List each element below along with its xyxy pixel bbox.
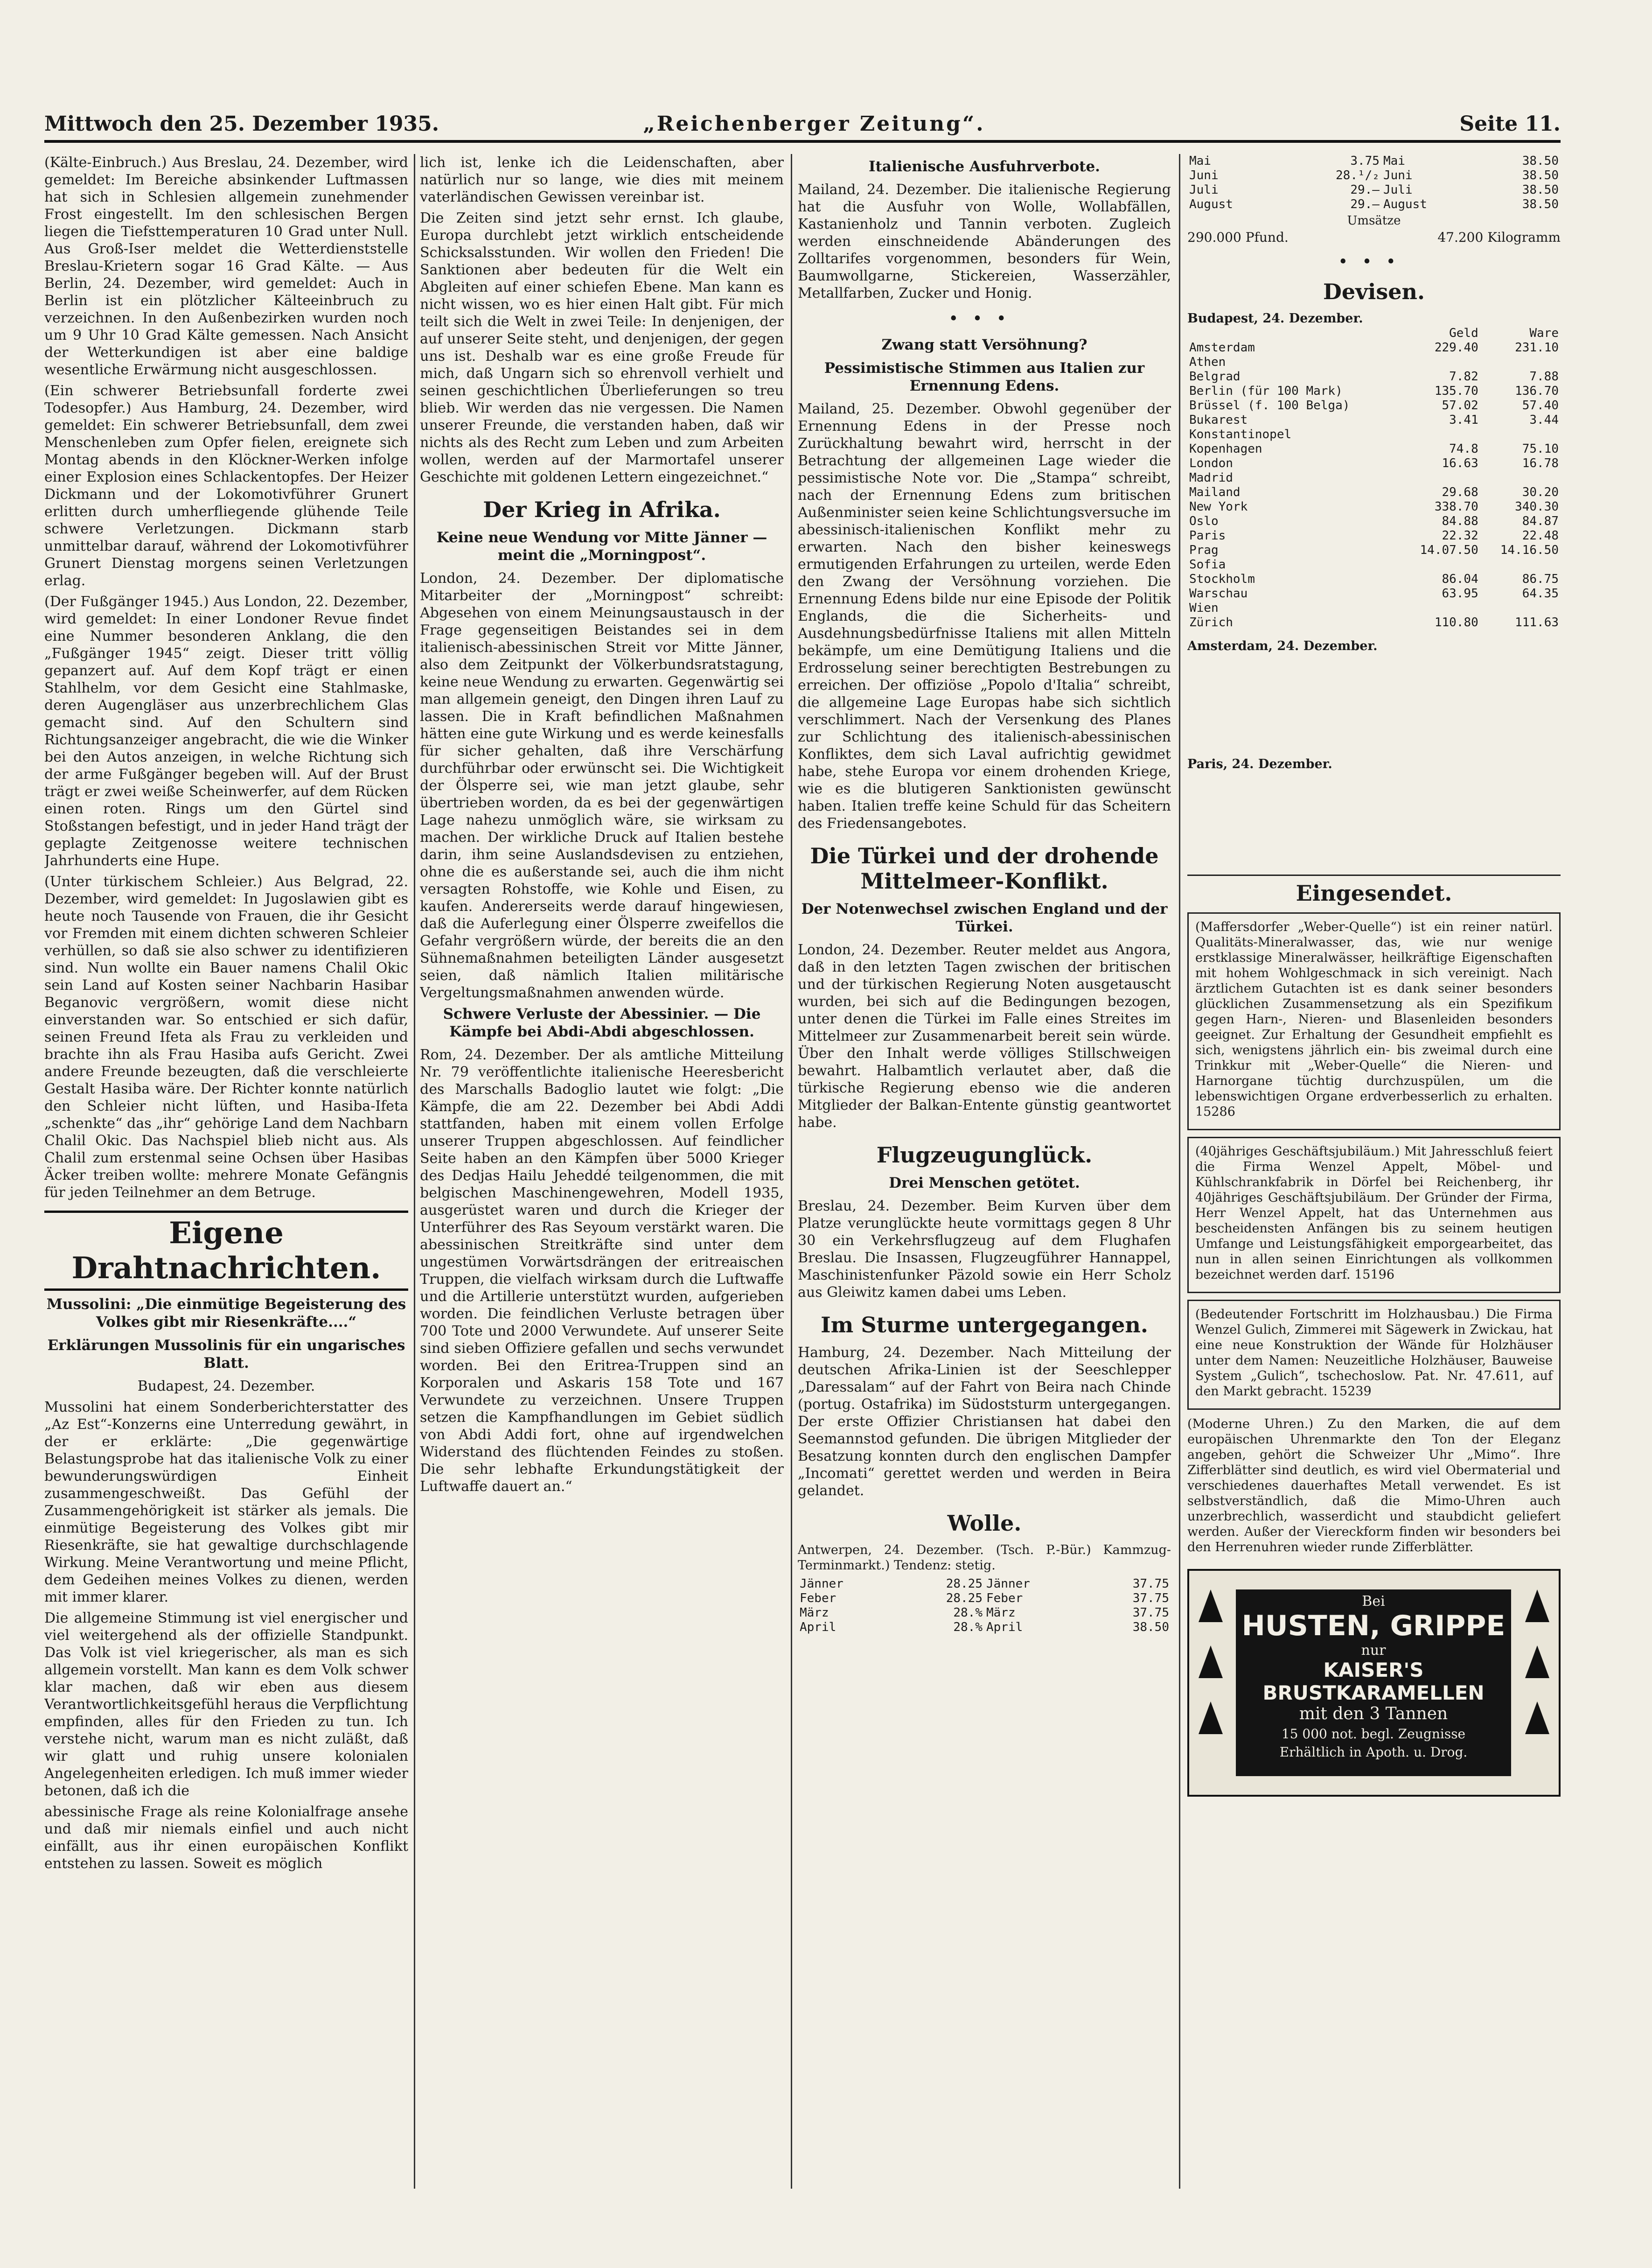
table-cell xyxy=(1480,601,1561,616)
section-heading-telegrams: Eigene Drahtnachrichten. xyxy=(44,1211,408,1291)
table-cell: April xyxy=(986,1620,1023,1634)
table-row xyxy=(1187,601,1561,616)
table-cell: Kopenhagen xyxy=(1189,442,1262,456)
ad-panel xyxy=(1236,1589,1511,1776)
table-cell xyxy=(1400,471,1480,485)
table-row xyxy=(798,1577,1171,1591)
table-cell: 340.30 xyxy=(1515,500,1559,514)
table-cell: 28.¹/₂ xyxy=(1336,168,1380,182)
table-row xyxy=(1187,485,1561,500)
article-tuerkei-body: London, 24. Dezember. Reuter meldet aus Angora, daß in den letzten Tagen zwischen der britischen und der türkischen Regierung Noten ausgetauscht wurden, bei sich auf die Bedingungen bezogen, unter denen die Türkei im Falle eines Streites im Mittelmeer zur Zusammenarbeit bereit sein würde. Über den Inhalt werde völliges Stillschweigen bewahrt. Halbamtlich verlautet aber, daß die türkische Regierung ebenso wie die anderen Mitglieder der Balkan-Entente günstig geantwortet habe. xyxy=(798,942,1171,1131)
tree-icon xyxy=(1199,1589,1223,1622)
table-row xyxy=(1187,558,1561,572)
notice-text: (Bedeutender Fortschritt im Holzhausbau.) Die Firma Wenzel Gulich, Zimmerei mit Sägewerk in Zwickau, hat eine neue Konstruktion der Wände für Holzhäuser unter dem Namen: Neuzeitliche Holzhäuser, Bauweise System „Gulich“, tschechoslow. Pat. Nr. 47.611, auf den Markt gebracht. 15239 xyxy=(1195,1307,1553,1399)
article-mussolini-cont-2: Die Zeiten sind jetzt sehr ernst. Ich glaube, Europa durchlebt jetzt wirklich entscheidende Schicksalsstunden. Wir wollen den Frieden! Die Sanktionen aber bedeuten für die Welt ein Abgleiten auf einer schiefen Ebene. Man kann es nicht wissen, wo es hier einen Halt gibt. Für mich teilt sich die Welt in zwei Teile: In denjenigen, der auf unserer Seite steht, und denjenigen, der gegen uns ist. Deshalb war es eine große Freude für mich, daß Ungarn sich so ehrenvoll verhielt und seinen geschichtlichen Überlieferungen so treu blieb. Wir werden das nie vergessen. Die Namen unserer Freunde, die verstanden haben, daß wir nichts als des Recht zum Leben und zum Arbeiten wollen, werden auf der Marmortafel unserer Geschichte mit goldenen Lettern eingezeichnet.“ xyxy=(420,210,784,485)
table-cell: 338.70 xyxy=(1434,500,1478,514)
table-cell: 3.44 xyxy=(1529,413,1559,427)
headline-zwang: Zwang statt Versöhnung? xyxy=(881,336,1087,353)
table-row xyxy=(1187,442,1561,456)
subheadline-tuerkei: Der Notenwechsel zwischen England und der Türkei. xyxy=(801,901,1168,935)
table-row xyxy=(798,1591,1171,1606)
tree-icon xyxy=(1525,1645,1549,1678)
table-row xyxy=(1187,427,1561,442)
advertisement-brustkaramellen xyxy=(1187,1569,1561,1797)
ad-line: HUSTEN, GRIPPE xyxy=(1241,1610,1506,1642)
table-cell: Sofia xyxy=(1189,558,1226,572)
table-cell: 63.95 xyxy=(1442,587,1478,601)
table-cell: 3.41 xyxy=(1449,413,1478,427)
column-3 xyxy=(798,154,1171,2193)
headline-abessinier: Schwere Verluste der Abessinier. — Die Kämpfe bei Abdi-Abdi abgeschlossen. xyxy=(443,1006,761,1040)
table-cell: New York xyxy=(1189,500,1248,514)
column-rule xyxy=(414,154,415,2189)
table-cell: 84.87 xyxy=(1522,514,1559,528)
table-row xyxy=(1187,168,1561,183)
article-krieg-body: London, 24. Dezember. Der diplomatische Mitarbeiter der „Morningpost“ schreibt: Abgesehen von einem Meinungsaustausch in der Frage gegenseitigen Beistandes sei in dem italienisch-abessinischen Streit vor Mitte Jänner, also dem Zeitpunkt der Völkerbundsratstagung, keine neue Wendung zu erwarten. Gegenwärtig sei man allgemein geneigt, den Dingen ihren Lauf zu lassen. Die in Kraft befindlichen Maßnahmen hätten eine gute Wirkung und es werde keinesfalls für sicher gehalten, daß ihre Verschärfung durchführbar oder erwünscht sei. Die Wichtigkeit der Ölsperre sei, wie man jetzt glaube, sehr übertrieben worden, da es bei der gegenwärtigen Lage nahezu unmöglich wäre, sie wirksam zu machen. Der wirkliche Druck auf Italien bestehe darin, ihm seine Auslandsdevisen zu entziehen, ohne die es außerstande sei, auch die ihm nicht versagten Rohstoffe, wie Kohle und Eisen, zu kaufen. Andererseits werde darauf hingewiesen, daß die Auferlegung einer Ölsperre zweifellos die Gefahr vergrößern würde, der bereits die an den Sühnemaßnahmen beteiligten Länder ausgesetzt seien, daß nämlich Italien militärische Vergeltungsmaßnahmen anwenden würde. xyxy=(420,570,784,1001)
table-cell: 29.— xyxy=(1350,197,1380,211)
subheadline-krieg: Keine neue Wendung vor Mitte Jänner — meint die „Morningpost“. xyxy=(436,529,767,564)
table-row xyxy=(1187,355,1561,370)
table-cell: 7.82 xyxy=(1449,370,1478,384)
table-row xyxy=(1187,399,1561,413)
column-rule xyxy=(791,154,792,2189)
table-row xyxy=(1187,543,1561,558)
column-2 xyxy=(420,154,784,2193)
table-row xyxy=(1187,183,1561,197)
table-row xyxy=(1187,197,1561,212)
article-flug-body: Breslau, 24. Dezember. Beim Kurven über dem Platze verunglückte heute vormittags gegen 8 Uhr 30 ein Verkehrsflugzeug auf dem Flughafen Breslau. Die Insassen, Flugzeugführer Hannappel, Maschinistenfunker Päzold sowie ein Herr Scholz aus Gleiwitz kamen dabei ums Leben. xyxy=(798,1198,1171,1301)
tree-icon xyxy=(1525,1701,1549,1734)
table-cell: 28.% xyxy=(953,1606,983,1620)
table-cell xyxy=(1480,471,1561,485)
table-cell: 86.04 xyxy=(1442,572,1478,586)
article-kaelte: (Kälte-Einbruch.) Aus Breslau, 24. Dezember, wird gemeldet: Im Bereiche absinkender Luftmassen hat sich in Schlesien allgemein zunehmender Frost eingestellt. Im den schlesischen Bergen liegen die Tiefsttemperaturen 10 Grad unter Null. Aus Groß-Iser meldet die Wetterdienststelle Breslau-Krietern sogar 16 Grad Kälte. — Aus Berlin, 24. Dezember, wird gemeldet: Auch in Berlin ist ein plötzlicher Kälteeinbruch zu verzeichnen. In den Außenbezirken wurden noch um 9 Uhr 10 Grad Kälte gemessen. Nach Ansicht der Wetterkundigen ist aber eine baldige wesentliche Erwärmung nicht ausgeschlossen. xyxy=(44,154,408,378)
table-cell: Juli xyxy=(1383,183,1413,197)
article-zwang-body: Mailand, 25. Dezember. Obwohl gegenüber der Ernennung Edens in der Presse noch Zurückhaltung bewahrt wird, herrscht in der Betrachtung der allgemeinen Lage wieder die pessimistische Note vor. Die „Stampa“ schreibt, nach der Ernennung Edens zum britischen Außenminister seien keine Schlichtungsversuche im abessinisch-italienischen Konflikt mehr zu erwarten. Nach den bisher keineswegs ermutigenden Erfahrungen zu urteilen, werde Eden den Zwang der Versöhnung vorziehen. Die Ernennung Edens bilde nur eine Episode der Politik Englands, die die Sicherheits- und Ausdehnungsbedürfnisse Italiens mit allen Mitteln bekämpfe, um eine Demütigung Italiens und die Erdrosselung seiner berechtigten Bestrebungen zu erreichen. Der offiziöse „Popolo d'Italia“ schreibt, die allgemeine Lage Europas habe sich sichtlich verschlimmert. Nach der Versenkung des Planes zur Schlichtung des italienisch-abessinischen Konfliktes, dem sich Laval aufrichtig gewidmet habe, stehe Europa vor einem drohenden Kriege, wie es die blutigeren Sanktionisten gewünscht haben. Italien treffe keine Schuld für das Scheitern des Friedensangebotes. xyxy=(798,401,1171,832)
table-cell: 16.63 xyxy=(1442,456,1478,470)
table-cell: 111.63 xyxy=(1515,616,1559,630)
article-mussolini-body-2: Die allgemeine Stimmung ist viel energischer und viel weitergehend als der offizielle Standpunkt. Das Volk ist viel kriegerischer, als man es sich allgemein vorstellt. Man kann es dem Volk schwer klar machen, daß wir eben aus diesem Verantwortlichkeitsgefühl heraus die Verpflichtung empfinden, alles für den Frieden zu tun. Ich verstehe nicht, warum man es nicht zuläßt, daß wir glatt und ruhig unsere kolonialen Angelegenheiten erledigen. Ich muß immer wieder betonen, daß ich die xyxy=(44,1610,408,1799)
notice-uhren: (Moderne Uhren.) Zu den Marken, die auf dem europäischen Uhrenmarkte den Ton der Eleganz angeben, gehört die Schweizer Uhr „Mimo“. Ihre Zifferblätter sind deutlich, es wird viel Obermaterial und verschiedenes dauerhaftes Metall verwendet. Es ist selbstverständlich, daß die Mimo-Uhren auch unzerbrechlich, wasserdicht und staubdicht geliefert werden. Außer der Viereckform finden wir besonders bei den Herrenuhren wieder runde Zifferblätter. xyxy=(1187,1417,1561,1554)
table-cell: August xyxy=(1383,197,1427,211)
article-betriebsunfall: (Ein schwerer Betriebsunfall forderte zwei Todesopfer.) Aus Hamburg, 24. Dezember, wird gemeldet: Ein schwerer Betriebsunfall, dem zwei Menschenleben zum Opfer fielen, ereignete sich Montag abends in den Klöckner-Werken infolge einer Explosion eines Schlackentopfes. Der Heizer Dickmann und der Lokomotivführer Grunert erlitten durch umherfliegende glühende Teile schwere Verletzungen. Dickmann starb unmittelbar darauf, während der Lokomotivführer Grunert Dienstag morgens seinen Verletzungen erlag. xyxy=(44,383,408,589)
table-cell: Feber xyxy=(800,1591,836,1605)
table-row xyxy=(1187,514,1561,529)
headline-devisen: Devisen. xyxy=(1323,279,1425,304)
wolle-top-table xyxy=(1187,154,1561,212)
table-cell: 22.32 xyxy=(1442,529,1478,543)
table-cell: 57.02 xyxy=(1442,399,1478,413)
ad-line: 15 000 not. begl. Zeugnisse xyxy=(1281,1726,1466,1742)
table-cell: Konstantinopel xyxy=(1189,427,1292,441)
table-cell: Mai xyxy=(1189,154,1211,168)
table-row xyxy=(1187,500,1561,514)
article-mussolini-body: Mussolini hat einem Sonderberichterstatter des „Az Est“-Konzerns eine Unterredung gewährt, in der er erklärte: „Die gegenwärtige Belastungsprobe hat das italienische Volk zu einer bewunderungswürdigen Einheit zusammengeschweißt. Das Gefühl der Zusammengehörigkeit ist stärker als jemals. Die einmütige Begeisterung des Volkes gibt mir Riesenkräfte, sie hat gewaltige durchschlagende Wirkung. Meine Verantwortung und meine Pflicht, dem Gedeihen meines Volkes zu dienen, werden mit immer klarer. xyxy=(44,1399,408,1605)
table-cell: Feber xyxy=(986,1591,1023,1605)
column-rule xyxy=(1179,154,1180,2189)
table-cell xyxy=(1400,427,1480,442)
notice-weber-quelle xyxy=(1187,912,1561,1130)
ad-line: mit den 3 Tannen xyxy=(1299,1704,1448,1723)
notice-appelt xyxy=(1187,1137,1561,1293)
table-cell: 14.16.50 xyxy=(1500,543,1559,557)
col-geld: Geld xyxy=(1449,326,1478,340)
tree-icon xyxy=(1199,1645,1223,1678)
table-cell: Mai xyxy=(1383,154,1405,168)
table-cell: 110.80 xyxy=(1434,616,1478,630)
table-cell: März xyxy=(986,1606,1016,1620)
table-cell: Juni xyxy=(1383,168,1413,182)
table-row xyxy=(1187,529,1561,543)
table-cell: Mailand xyxy=(1189,485,1241,499)
table-row xyxy=(1187,341,1561,355)
table-cell: 37.75 xyxy=(1132,1591,1169,1605)
tree-icon xyxy=(1199,1701,1223,1734)
col-ware: Ware xyxy=(1529,326,1559,340)
headline-sturm: Im Sturme untergegangen. xyxy=(821,1312,1148,1337)
table-cell: 7.88 xyxy=(1529,370,1559,384)
table-cell: August xyxy=(1189,197,1233,211)
table-cell: 38.50 xyxy=(1522,183,1559,197)
table-cell: Warschau xyxy=(1189,587,1248,601)
table-row xyxy=(1187,616,1561,630)
article-mussolini-cont: lich ist, lenke ich die Leidenschaften, aber natürlich nur so lange, wie dies mit meinem vaterländischen Gewissen vereinbar ist. xyxy=(420,154,784,205)
wolle-intro: Antwerpen, 24. Dezember. (Tsch. P.-Bür.) Kammzug-Terminmarkt.) Tendenz: stetig. xyxy=(798,1543,1171,1573)
table-row xyxy=(1187,154,1561,168)
table-cell xyxy=(1400,558,1480,572)
table-cell: April xyxy=(800,1620,836,1634)
table-cell xyxy=(1400,601,1480,616)
separator-dots: ••• xyxy=(1338,252,1410,272)
table-cell: 38.50 xyxy=(1522,197,1559,211)
table-cell: Juli xyxy=(1189,183,1219,197)
table-row xyxy=(1187,587,1561,601)
table-row xyxy=(1187,370,1561,384)
table-cell: März xyxy=(800,1606,829,1620)
umsatz-right: 47.200 Kilogramm xyxy=(1437,230,1561,245)
table-cell: 29.— xyxy=(1350,183,1380,197)
column-4 xyxy=(1187,154,1561,2193)
table-cell: Wien xyxy=(1189,601,1219,615)
table-cell: 38.50 xyxy=(1522,168,1559,182)
dateline: Budapest, 24. Dezember. xyxy=(137,1378,315,1394)
table-cell: Brüssel (f. 100 Belga) xyxy=(1189,399,1350,413)
table-cell xyxy=(1480,355,1561,370)
table-cell: 229.40 xyxy=(1434,341,1478,355)
table-cell: Amsterdam xyxy=(1189,341,1255,355)
table-cell: Zürich xyxy=(1189,616,1233,630)
ad-line: Bei xyxy=(1362,1593,1385,1610)
table-cell: Oslo xyxy=(1189,514,1219,528)
table-cell: 3.75 xyxy=(1350,154,1380,168)
column-1 xyxy=(44,154,408,2193)
headline-flug: Flugzeugunglück. xyxy=(876,1142,1093,1168)
table-cell: 74.8 xyxy=(1449,442,1478,456)
article-schleier: (Unter türkischem Schleier.) Aus Belgrad, 22. Dezember, wird gemeldet: In Jugoslawien gibt es heute noch Tausende von Frauen, die ihr Gesicht vor Fremden mit einem dichten schweren Schleier verhüllen, so daß sie also schwer zu identifizieren sind. Nun wollte ein Bauer namens Chalil Okic sein Land auf Kosten seiner Nachbarin Hasibar Beganovic vergrößern, womit diese nicht einverstanden war. So entschied er sich dafür, seinen Freund Ifeta als Frau zu verkleiden und brachte ihn als Frau Hasiba aufs Gericht. Zwei andere Freunde bezeugten, daß die verschleierte Gestalt Hasiba wäre. Der Richter konnte natürlich den Schleier nicht lüften, und Hasiba-Ifeta „schenkte“ das „ihr“ gehörige Land dem Nachbarn Chalil Okic. Das Nachspiel blieb nicht aus. Als Chalil zum erstenmal seine Ochsen über Hasibas Äcker treiben wollte: mehrere Monate Gefängnis für jeden Teilnehmer an dem Betruge. xyxy=(44,874,408,1201)
table-row xyxy=(798,1620,1171,1635)
article-abessinier-body: Rom, 24. Dezember. Der als amtliche Mitteilung Nr. 79 veröffentlichte italienische Heeresbericht des Marschalls Badoglio lautet wie folgt: „Die Kämpfe, die am 22. Dezember bei Abdi Addi stattfanden, haben mit einem vollen Erfolge unserer Truppen abgeschlossen. Auf feindlicher Seite haben an den Kämpfen über 5000 Krieger des Dedjas Hailu Jeheddé teilgenommen, die mit belgischen Maschinengewehren, Modell 1935, ausgerüstet waren und durch die Krieger der Unterführer des Ras Seyoum verstärkt waren. Die abessinischen Streitkräfte sind unter dem ungestümen Vorwärtsdrängen der eritreaischen Truppen, die vielfach wirksam durch die Luftwaffe und die Artillerie unterstützt wurden, aufgerieben worden. Die feindlichen Verluste betragen über 700 Tote und 2000 Verwundete. Auf unserer Seite sind sieben Offiziere gefallen und sechs verwundet worden. Bei den Eritrea-Truppen sind an Korporalen und Askaris 158 Tote und 167 Verwundete zu verzeichnen. Unsere Truppen setzen die Kampfhandlungen im Gebiet südlich von Abdi Addi fort, ohne auf irgendwelchen Widerstand des flüchtenden Feindes zu stoßen. Die sehr lebhafte Erkundungstätigkeit der Luftwaffe dauert an.“ xyxy=(420,1047,784,1495)
notice-gulich xyxy=(1187,1300,1561,1410)
umsatz-label: Umsätze xyxy=(1347,214,1401,228)
umsatz-left: 290.000 Pfund. xyxy=(1187,230,1289,245)
article-mussolini-body-3: abessinische Frage als reine Kolonialfrage ansehe und daß mir niemals einfiel und auch nicht einfällt, aus ihr einen europäischen Konflikt entstehen zu lassen. Soweit es möglich xyxy=(44,1804,408,1872)
table-cell: 29.68 xyxy=(1442,485,1478,499)
newspaper-page xyxy=(44,107,1561,2193)
table-cell: Jänner xyxy=(800,1577,843,1591)
article-sturm-body: Hamburg, 24. Dezember. Nach Mitteilung der deutschen Afrika-Linien ist der Seeschlepper „Daressalam“ auf der Fahrt von Beira nach Chinde (portug. Ostafrika) im Südoststurm untergegangen. Der erste Offizier Christiansen hat dabei den Seemannstod gefunden. Die übrigen Mitglieder der Besatzung konnten durch den englischen Dampfer „Incomati“ gerettet werden und werden in Beira gelandet. xyxy=(798,1344,1171,1499)
header-page-number: Seite 11. xyxy=(1459,112,1561,136)
table-cell: 37.75 xyxy=(1132,1577,1169,1591)
table-cell: 14.07.50 xyxy=(1420,543,1478,557)
ad-line: KAISER'S BRUSTKARAMELLEN xyxy=(1262,1659,1485,1704)
table-cell: 37.75 xyxy=(1132,1606,1169,1620)
headline-mussolini: Mussolini: „Die einmütige Begeisterung des Volkes gibt mir Riesenkräfte....“ xyxy=(46,1296,406,1330)
headline-krieg: Der Krieg in Afrika. xyxy=(483,497,721,522)
table-cell: 64.35 xyxy=(1522,587,1559,601)
header-date: Mittwoch den 25. Dezember 1935. xyxy=(44,112,439,136)
headline-wolle: Wolle. xyxy=(947,1511,1022,1536)
wolle-table xyxy=(798,1577,1171,1635)
budapest-heading: Budapest, 24. Dezember. xyxy=(1187,311,1363,326)
ad-line: nur xyxy=(1361,1642,1386,1659)
ad-line: Erhältlich in Apoth. u. Drog. xyxy=(1279,1744,1468,1760)
table-cell: Juni xyxy=(1189,168,1219,182)
notice-text: (Maffersdorfer „Weber-Quelle“) ist ein reiner natürl. Qualitäts-Mineralwasser, das, wie nur wenige erstklassige Mineralwässer, heilkräftige Eigenschaften mit hohem Wohlgeschmack in sich vereinigt. Nach ärztlichem Gutachten ist es dank seiner besonders glücklichen Zusammensetzung als ein Spezifikum gegen Harn-, Nieren- und Blasenleiden besonders geeignet. Zur Erhaltung der Gesundheit empfiehlt es sich, wenigstens jährlich ein- bis zweimal durch eine Trinkkur mit „Weber-Quelle“ die Nieren- und Harnorgane tüchtig durchzuspülen, um die lebenswichtigen Organe erdverbesserlich zu erhalten. 15286 xyxy=(1195,920,1553,1119)
table-row xyxy=(1187,413,1561,427)
table-row xyxy=(1187,384,1561,399)
subheadline-zwang: Pessimistische Stimmen aus Italien zur Ernennung Edens. xyxy=(824,360,1145,394)
table-cell: 84.88 xyxy=(1442,514,1478,528)
table-cell: Stockholm xyxy=(1189,572,1255,586)
table-cell: 135.70 xyxy=(1434,384,1478,398)
table-cell: Bukarest xyxy=(1189,413,1248,427)
table-cell: Belgrad xyxy=(1189,370,1241,384)
amsterdam-heading: Amsterdam, 24. Dezember. xyxy=(1187,639,1378,653)
headline-eingesendet: Eingesendet. xyxy=(1187,875,1561,906)
table-cell: Madrid xyxy=(1189,471,1233,485)
paris-heading: Paris, 24. Dezember. xyxy=(1187,757,1332,771)
table-cell xyxy=(1480,427,1561,442)
table-cell: 38.50 xyxy=(1522,154,1559,168)
table-cell: 30.20 xyxy=(1522,485,1559,499)
table-row xyxy=(1187,572,1561,587)
notice-text: (40jähriges Geschäftsjubiläum.) Mit Jahresschluß feiert die Firma Wenzel Appelt, Möbel- und Kühlschrankfabrik in Dörfel bei Reichenberg, ihr 40jähriges Geschäftsjubiläum. Der Gründer der Firma, Herr Wenzel Appelt, hat das Unternehmen aus bescheidensten Anfängen bis zu seinem heutigen Umfange und Leistungsfähigkeit emporgearbeitet, das nun in allen seinen Einrichtungen als vollkommen bezeichnet werden darf. 15196 xyxy=(1195,1144,1553,1282)
table-cell: Prag xyxy=(1189,543,1219,557)
subheadline-mussolini: Erklärungen Mussolinis für ein ungarisches Blatt. xyxy=(47,1337,405,1372)
article-ausfuhr-body: Mailand, 24. Dezember. Die italienische Regierung hat die Ausfuhr von Wolle, Wollabfällen, Kastanienholz und Tannin verboten. Zugleich werden einschneidende Abänderungen des Zolltarifes vorgenommen, besonders für Wein, Baumwollgarne, Stickereien, Wasserzähler, Metallfarben, Zucker und Honig. xyxy=(798,182,1171,301)
table-cell: 28.% xyxy=(953,1620,983,1634)
devisen-budapest-table xyxy=(1187,326,1561,630)
header-paper-name: „Reichenberger Zeitung“. xyxy=(643,112,985,136)
page-header xyxy=(44,107,1561,143)
table-cell: 231.10 xyxy=(1515,341,1559,355)
table-cell: Berlin (für 100 Mark) xyxy=(1189,384,1343,398)
table-row xyxy=(1187,471,1561,485)
table-cell: 16.78 xyxy=(1522,456,1559,470)
subheadline-flug: Drei Menschen getötet. xyxy=(889,1175,1080,1191)
tree-icon xyxy=(1525,1589,1549,1622)
table-row xyxy=(1187,456,1561,471)
umsatz-row xyxy=(1187,230,1561,245)
table-cell: 75.10 xyxy=(1522,442,1559,456)
table-cell: Jänner xyxy=(986,1577,1030,1591)
table-cell: 28.25 xyxy=(946,1591,983,1605)
headline-ausfuhr: Italienische Ausfuhrverbote. xyxy=(869,158,1100,175)
table-row xyxy=(798,1606,1171,1620)
table-cell xyxy=(1400,355,1480,370)
table-cell: 86.75 xyxy=(1522,572,1559,586)
table-cell: London xyxy=(1189,456,1233,470)
table-cell xyxy=(1480,558,1561,572)
separator-dots: ••• xyxy=(948,309,1020,329)
table-cell: 57.40 xyxy=(1522,399,1559,413)
article-fussgaenger: (Der Fußgänger 1945.) Aus London, 22. Dezember, wird gemeldet: In einer Londoner Revue findet eine Nummer besonderen Anklang, die den „Fußgänger 1945“ zeigt. Dieser tritt völlig gepanzert auf. Auf dem Kopf trägt er einen Stahlhelm, vor dem Gesicht eine Stahlmaske, deren Augengläser aus unzerbrechlichem Glas gemacht sind. Auf den Schultern sind Richtungsanzeiger angebracht, die wie die Winker bei den Autos anzeigen, in welche Richtung sich der arme Fußgänger begeben will. Auf der Brust trägt er zwei weiße Scheinwerfer, auf dem Rücken einen roten. Rings um den Gürtel sind Stoßstangen befestigt, und in jeder Hand trägt der geplagte Zeitgenosse weitere technischen Jahrhunderts eine Hupe. xyxy=(44,594,408,869)
table-cell: Athen xyxy=(1189,355,1226,369)
headline-tuerkei: Die Türkei und der drohende Mittelmeer-Konflikt. xyxy=(810,843,1159,894)
table-cell: 22.48 xyxy=(1522,529,1559,543)
table-cell: 38.50 xyxy=(1132,1620,1169,1634)
table-cell: 136.70 xyxy=(1515,384,1559,398)
table-cell: Paris xyxy=(1189,529,1226,543)
table-cell: 28.25 xyxy=(946,1577,983,1591)
